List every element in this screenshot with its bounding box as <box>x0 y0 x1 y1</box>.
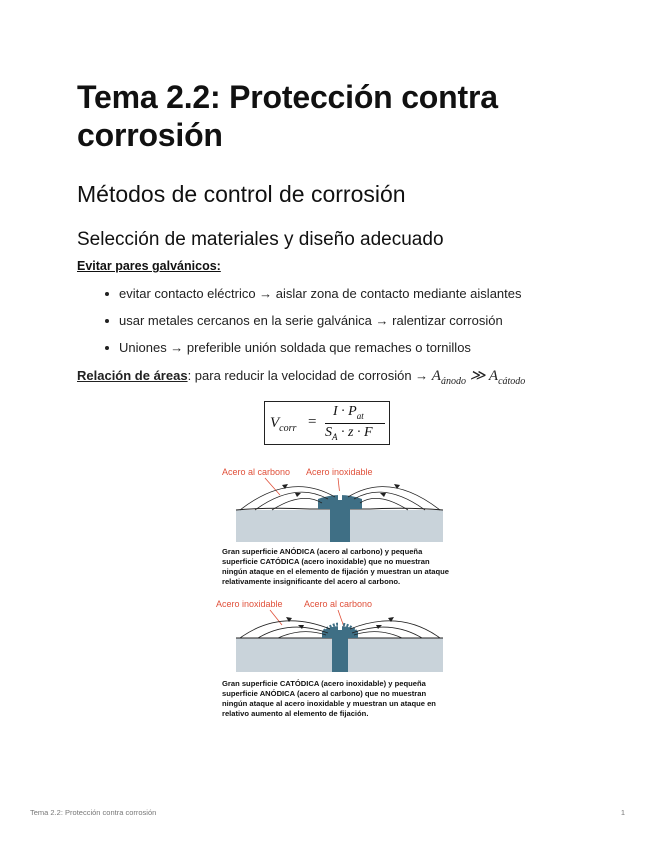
formula-lhs: $V_{corr}$ <box>270 415 297 434</box>
anode-subscript: ánodo <box>440 376 466 387</box>
area-ratio-label: Relación de áreas <box>77 368 188 383</box>
list-item: evitar contacto eléctrico → aislar zona de contacto mediante aislantes <box>88 284 522 311</box>
galvanic-area-figure <box>210 463 450 723</box>
formula-numerator: $I \cdot P_{at}$ <box>333 404 364 421</box>
corrosion-rate-formula <box>264 401 390 445</box>
area-ratio-text: : para reducir la velocidad de corrosión → <box>187 368 432 383</box>
bottom-label-right: Acero al carbono <box>304 599 373 609</box>
bottom-caption: Gran superficie CATÓDICA (acero inoxidable) y pequeña superficie ANÓDICA (acero al carbono) que no muestran ningún ataque al acero inoxidable y muestran un ataque en relativo aumento al elemento de fijación. <box>222 679 436 718</box>
formula-denominator: $S_A \cdot z \cdot F$ <box>325 425 373 442</box>
subsection-heading: Selección de materiales y diseño adecuado <box>77 229 444 250</box>
list-item: Uniones → preferible unión soldada que remaches o tornillos <box>88 338 522 365</box>
list-item: usar metales cercanos en la serie galvánica → ralentizar corrosión <box>88 311 522 338</box>
cathode-subscript: cátodo <box>498 376 526 387</box>
top-label-left: Acero al carbono <box>222 467 291 477</box>
galvanic-pairs-subhead: Evitar pares galvánicos: <box>77 259 221 273</box>
bottom-diagram <box>210 595 450 685</box>
formula-equals: = <box>308 414 317 430</box>
top-label-right: Acero inoxidable <box>306 467 373 477</box>
area-ratio-math: $A_{ánodo}$ ≫ $A_{cátodo}$ <box>431 368 526 387</box>
bottom-label-left: Acero inoxidable <box>216 599 283 609</box>
area-ratio-paragraph <box>77 366 525 392</box>
fraction-bar <box>325 423 385 424</box>
page-title: Tema 2.2: Protección contra corrosión <box>77 79 498 153</box>
footer-title: Tema 2.2: Protección contra corrosión <box>30 808 157 817</box>
page-number: 1 <box>620 808 625 817</box>
section-heading: Métodos de control de corrosión <box>77 181 406 207</box>
top-caption: Gran superficie ANÓDICA (acero al carbono) y pequeña superficie CATÓDICA (acero inoxidable) que no muestran ningún ataque en el elemento de fijación y muestran un ataque relativamente insignificante del acero al carbono. <box>222 547 450 586</box>
bullet-list <box>88 284 522 365</box>
